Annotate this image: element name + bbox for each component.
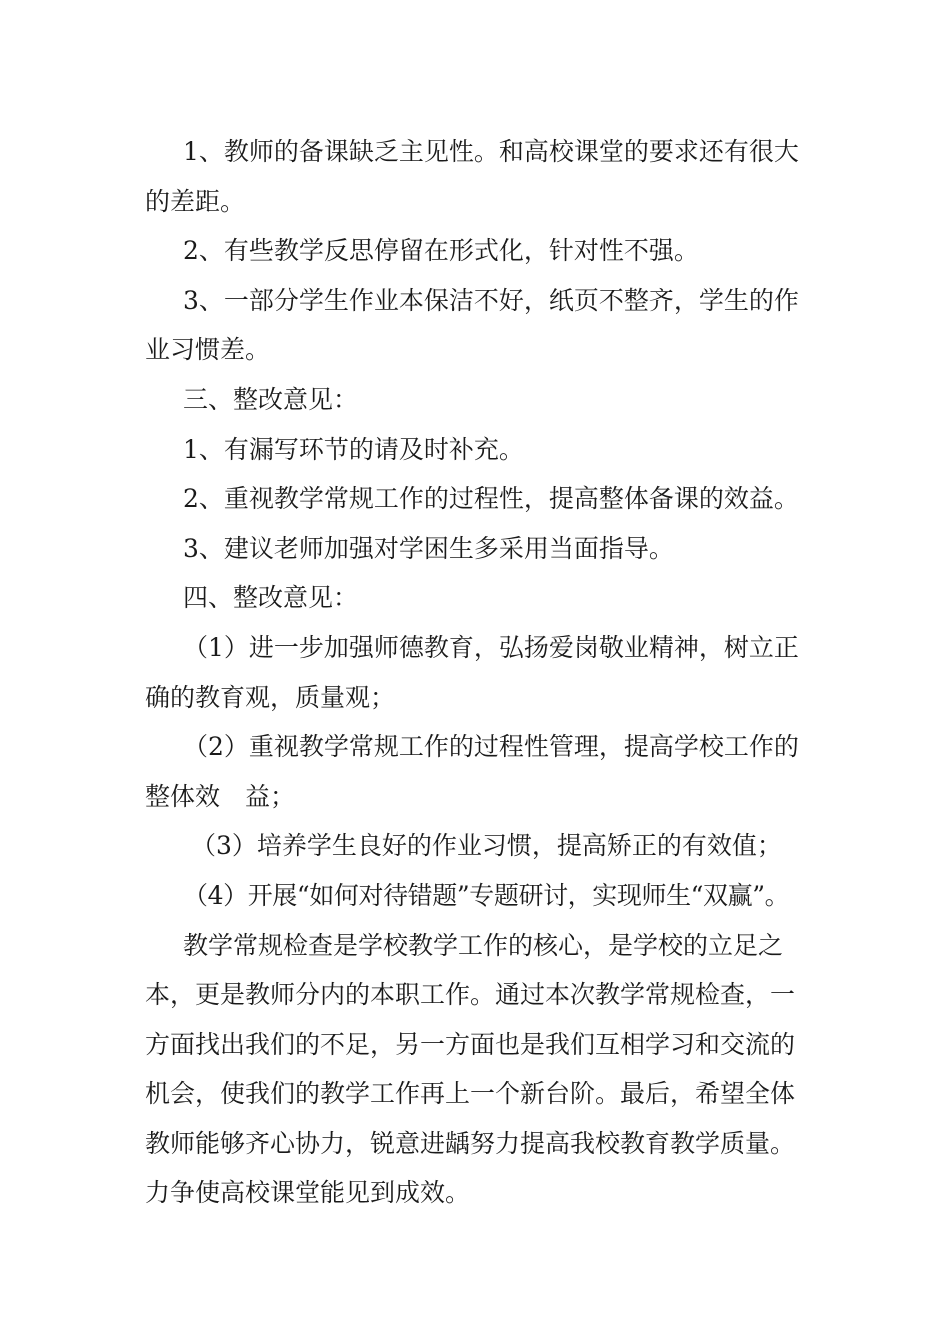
paragraph-conclusion: 教学常规检查是学校教学工作的核心，是学校的立足之本，更是教师分内的本职工作。通过本次教学常规检查，一方面找出我们的不足，另一方面也是我们互相学习和交流的机会，使我们的教学工作再上一个新台阶。最后，希望全体教师能够齐心协力，锐意进龋努力提高我校教育教学质量。力争使高校课堂能见到成效。	[145, 930, 796, 1208]
document-body	[145, 127, 817, 1218]
paragraph-suggestion-3: 3、建议老师加强对学困生多采用当面指导。	[183, 533, 674, 563]
paragraph-measure-1: （1）进一步加强师德教育，弘扬爱岗敬业精神，树立正确的教育观，质量观；	[145, 632, 799, 712]
section-heading-4: 四、整改意见：	[183, 583, 359, 613]
section-heading-3: 三、整改意见：	[183, 384, 359, 414]
paragraph-measure-4: （4）开展“如何对待错题”专题研讨，实现师生“双赢”。	[183, 880, 790, 910]
paragraph-problem-1: 1、教师的备课缺乏主见性。和高校课堂的要求还有很大的差距。	[145, 137, 799, 216]
paragraph-measure-2: （2）重视教学常规工作的过程性管理，提高学校工作的整体效 益；	[145, 732, 799, 811]
paragraph-measure-3: （3）培养学生良好的作业习惯，提高矫正的有效值；	[183, 831, 782, 861]
paragraph-problem-2: 2、有些教学反思停留在形式化，针对性不强。	[183, 236, 699, 266]
paragraph-suggestion-2: 2、重视教学常规工作的过程性，提高整体备课的效益。	[183, 484, 799, 514]
paragraph-problem-3: 3、一部分学生作业本保洁不好，纸页不整齐，学生的作业习惯差。	[145, 285, 799, 365]
paragraph-suggestion-1: 1、有漏写环节的请及时补充。	[183, 434, 524, 464]
